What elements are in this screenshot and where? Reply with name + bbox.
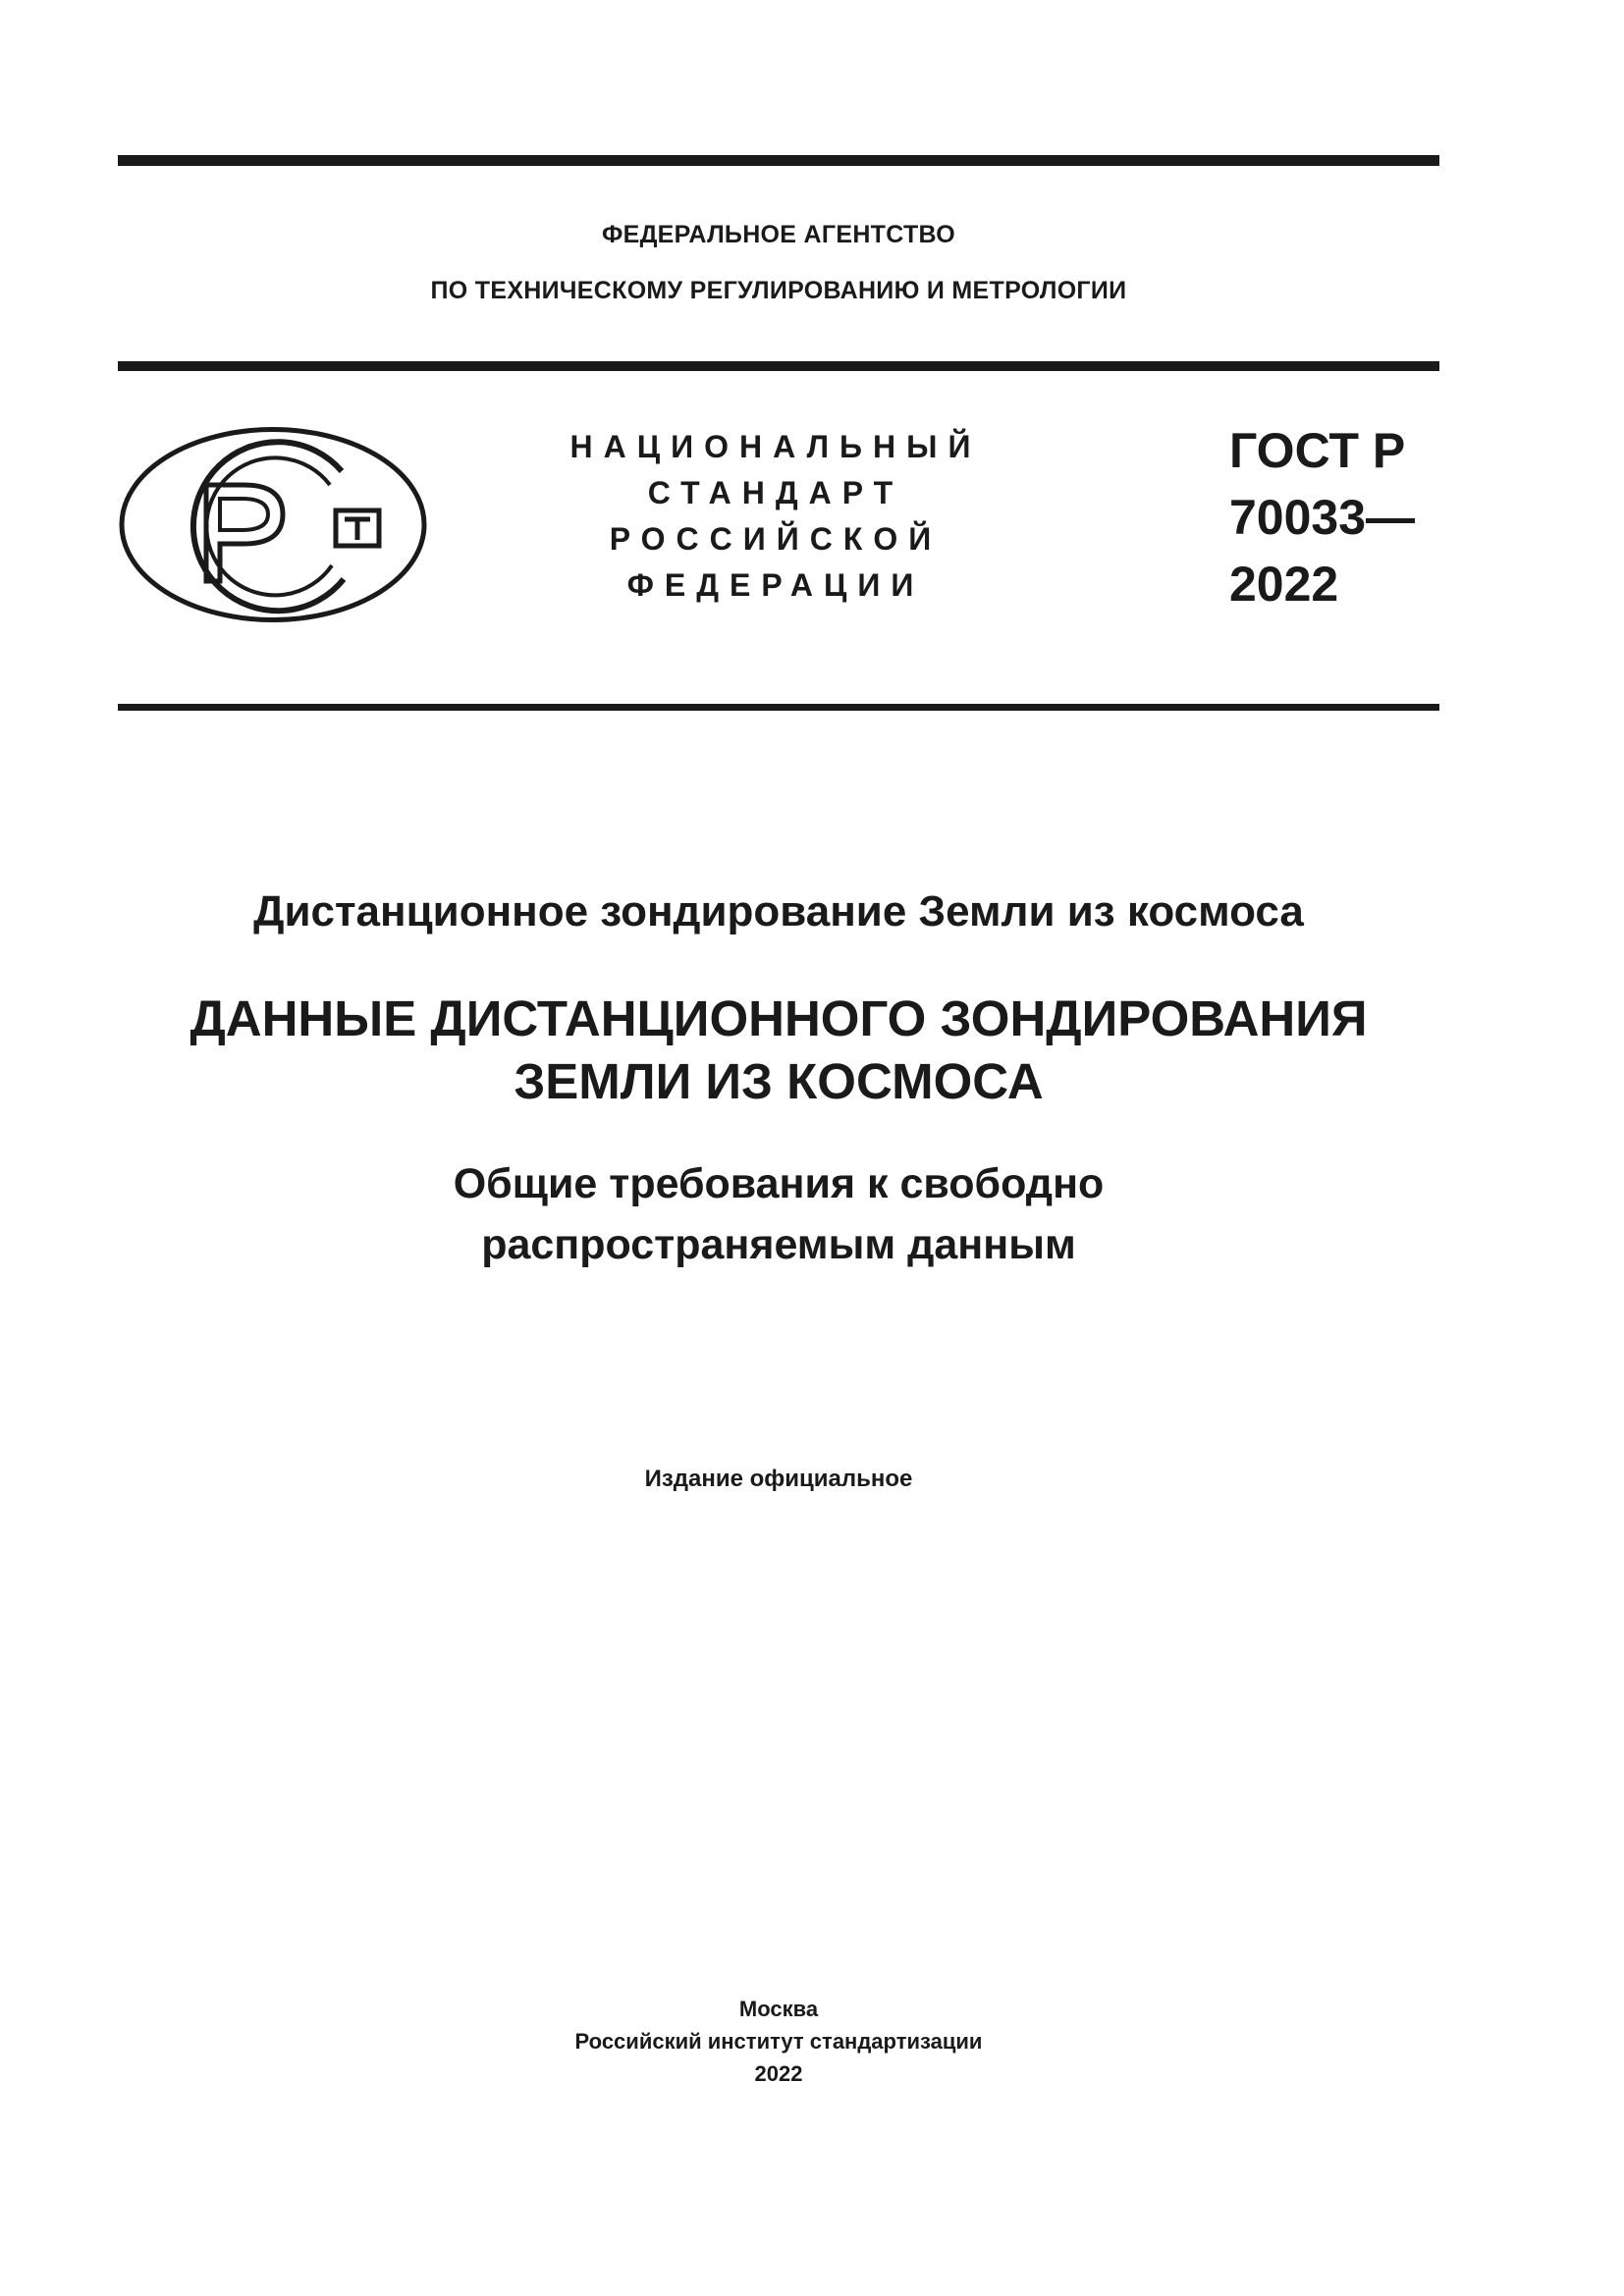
imprint-city: Москва [738,1997,819,2021]
designation-line-1: ГОСТ Р [1229,423,1406,478]
top-rule [118,155,1439,166]
document-domain-title: Дистанционное зондирование Земли из космоса [253,887,1304,935]
main-title-line-1: ДАННЫЕ ДИСТАНЦИОННОГО ЗОНДИРОВАНИЯ [189,990,1368,1046]
subtitle-line-1: Общие требования к свободно [453,1160,1105,1207]
publisher-imprint [118,1993,1439,2090]
main-title-line-2: ЗЕМЛИ ИЗ КОСМОСА [514,1053,1044,1109]
edition-label: Издание официальное [644,1466,913,1492]
designation-line-3: 2022 [1229,557,1339,612]
imprint-publisher: Российский институт стандартизации [574,2029,983,2054]
standard-designation [1229,417,1445,617]
national-standard-line-4: ФЕДЕРАЦИИ [626,567,925,603]
gost-r-certification-mark-icon [116,424,430,625]
bottom-rule [118,704,1439,711]
national-standard-line-2: СТАНДАРТ [647,475,904,510]
subtitle-line-2: распространяемым данным [481,1221,1076,1268]
designation-line-2: 70033— [1229,490,1416,545]
agency-name-line-2: ПО ТЕХНИЧЕСКОМУ РЕГУЛИРОВАНИЮ И МЕТРОЛОГИИ [430,277,1127,304]
document-subtitle [118,1153,1439,1275]
national-standard-line-1: НАЦИОНАЛЬНЫЙ [569,429,982,464]
agency-name-line-1: ФЕДЕРАЛЬНОЕ АГЕНТСТВО [601,221,956,248]
national-standard-label [550,424,1001,609]
imprint-year: 2022 [754,2061,803,2086]
national-standard-line-3: РОССИЙСКОЙ [609,521,943,557]
document-main-title [118,988,1439,1113]
middle-rule [118,361,1439,371]
